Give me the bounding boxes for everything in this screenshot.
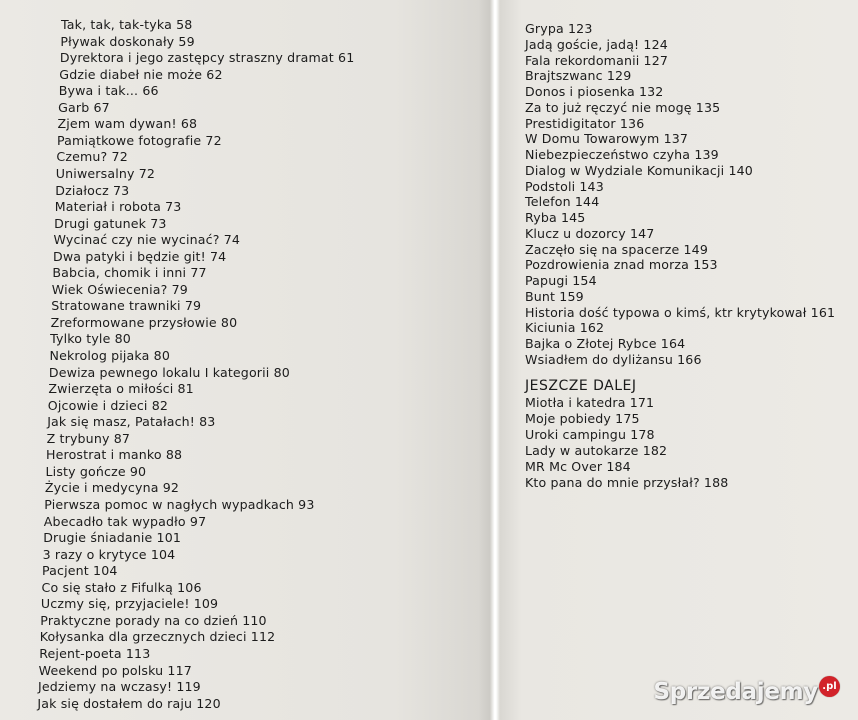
contents-entry: Dialog w Wydziale Komunikacji 140 (525, 162, 753, 178)
contents-entry: Nekrolog pijaka 80 (49, 348, 170, 363)
contents-entry: Bunt 159 (525, 288, 584, 304)
contents-entry: Podstoli 143 (525, 178, 604, 194)
contents-entry: Abecadło tak wypadło 97 (43, 513, 207, 529)
contents-entry: Praktyczne porady na co dzień 110 (40, 612, 267, 628)
contents-entry: Zreformowane przysłowie 80 (50, 314, 238, 330)
contents-entry: Rejent-poeta 113 (39, 645, 151, 661)
contents-entry: Klucz u dozorcy 147 (525, 225, 655, 241)
contents-entry: Drugie śniadanie 101 (43, 530, 182, 546)
contents-entry: Wycinać czy nie wycinać? 74 (53, 232, 241, 248)
contents-entry: Materiał i robota 73 (54, 199, 182, 215)
contents-entry: Co się stało z Fifulką 106 (41, 579, 202, 595)
contents-entry: Drugi gatunek 73 (54, 215, 167, 231)
contents-entry: Grypa 123 (525, 21, 593, 36)
contents-entry: Jak się masz, Patałach! 83 (47, 414, 216, 430)
contents-entry: Uczmy się, przyjaciele! 109 (40, 596, 219, 612)
contents-entry: Działocz 73 (55, 182, 130, 198)
contents-entry: Wiek Oświecenia? 79 (51, 281, 188, 297)
contents-entry: Herostrat i manko 88 (46, 447, 183, 463)
watermark-logo (654, 679, 840, 705)
contents-entry: Kołysanka dla grzecznych dzieci 112 (39, 629, 276, 645)
contents-entry: Jadą goście, jadą! 124 (525, 36, 668, 52)
contents-entry: Pływak doskonały 59 (60, 33, 195, 49)
contents-entry: Garb 67 (58, 99, 110, 115)
contents-entry: Niebezpieczeństwo czyha 139 (525, 147, 719, 162)
contents-entry: Miotła i katedra 171 (525, 395, 655, 410)
contents-entry: MR Mc Over 184 (525, 458, 631, 474)
contents-entry: Listy gończe 90 (45, 463, 147, 479)
contents-entry: Gdzie diabeł nie może 62 (59, 66, 223, 82)
contents-entry: Czemu? 72 (56, 149, 128, 165)
contents-entry: Dewiza pewnego lokalu I kategorii 80 (48, 364, 290, 380)
contents-entry: Jedziemy na wczasy! 119 (38, 679, 201, 694)
contents-entry: Pacjent 104 (42, 563, 118, 579)
contents-entry: 3 razy o krytyce 104 (42, 546, 176, 562)
contents-entry: Pamiątkowe fotografie 72 (57, 132, 222, 148)
contents-entry: Pierwsza pomoc w nagłych wypadkach 93 (44, 497, 315, 512)
contents-entry: W Domu Towarowym 137 (525, 131, 689, 147)
contents-entry: Kto pana do mnie przysłał? 188 (525, 474, 729, 490)
contents-entry: Tak, tak, tak-tyka 58 (61, 17, 193, 32)
contents-entry: Brajtszwanc 129 (525, 68, 632, 84)
section-heading: JESZCZE DALEJ (525, 378, 637, 394)
contents-entry: Stratowane trawniki 79 (51, 298, 202, 314)
contents-entry: Bywa i tak... 66 (58, 83, 159, 99)
contents-entry: Papugi 154 (525, 273, 597, 288)
contents-entry: Dwa patyki i będzie git! 74 (53, 248, 227, 264)
contents-entry: Uniwersalny 72 (55, 166, 156, 181)
contents-entry: Historia dość typowa o kimś, ktr krytykował 161 (525, 304, 836, 320)
contents-entry: Zjem wam dywan! 68 (57, 116, 198, 132)
contents-entry: Dyrektora i jego zastępcy straszny dramat 61 (59, 50, 355, 66)
contents-entry: Fala rekordomanii 127 (525, 52, 669, 68)
contents-entry: Jak się dostałem do raju 120 (37, 695, 221, 711)
contents-entry: Wsiadłem do dyliżansu 166 (525, 351, 702, 367)
contents-entry: Ryba 145 (525, 210, 586, 225)
contents-entry: Bajka o Złotej Rybce 164 (525, 336, 686, 351)
contents-entry: Pozdrowienia znad morza 153 (525, 257, 718, 273)
contents-entry: Ojcowie i dzieci 82 (47, 397, 169, 413)
contents-entry: Tylko tyle 80 (50, 331, 131, 347)
contents-entry: Lady w autokarze 182 (525, 442, 668, 458)
watermark-text: Sprzedajemy (653, 679, 818, 705)
contents-entry: Uroki campingu 178 (525, 426, 655, 442)
contents-entry: Weekend po polsku 117 (38, 662, 192, 678)
contents-entry: Donos i piosenka 132 (525, 84, 664, 99)
contents-entry: Prestidigitator 136 (525, 115, 645, 131)
contents-entry: Zwierzęta o miłości 81 (48, 381, 194, 397)
watermark-badge: .pl (819, 676, 840, 697)
book-gutter (490, 0, 500, 720)
contents-entry: Za to już ręczyć nie mogę 135 (525, 99, 721, 115)
contents-entry: Kiciunia 162 (525, 320, 605, 336)
contents-entry: Telefon 144 (525, 194, 600, 210)
contents-entry: Babcia, chomik i inni 77 (52, 265, 207, 281)
contents-entry: Zaczęło się na spacerze 149 (525, 241, 709, 257)
contents-entry: Z trybuny 87 (46, 430, 131, 446)
contents-entry: Życie i medycyna 92 (44, 480, 180, 496)
contents-entry: Moje pobiedy 175 (525, 410, 640, 426)
